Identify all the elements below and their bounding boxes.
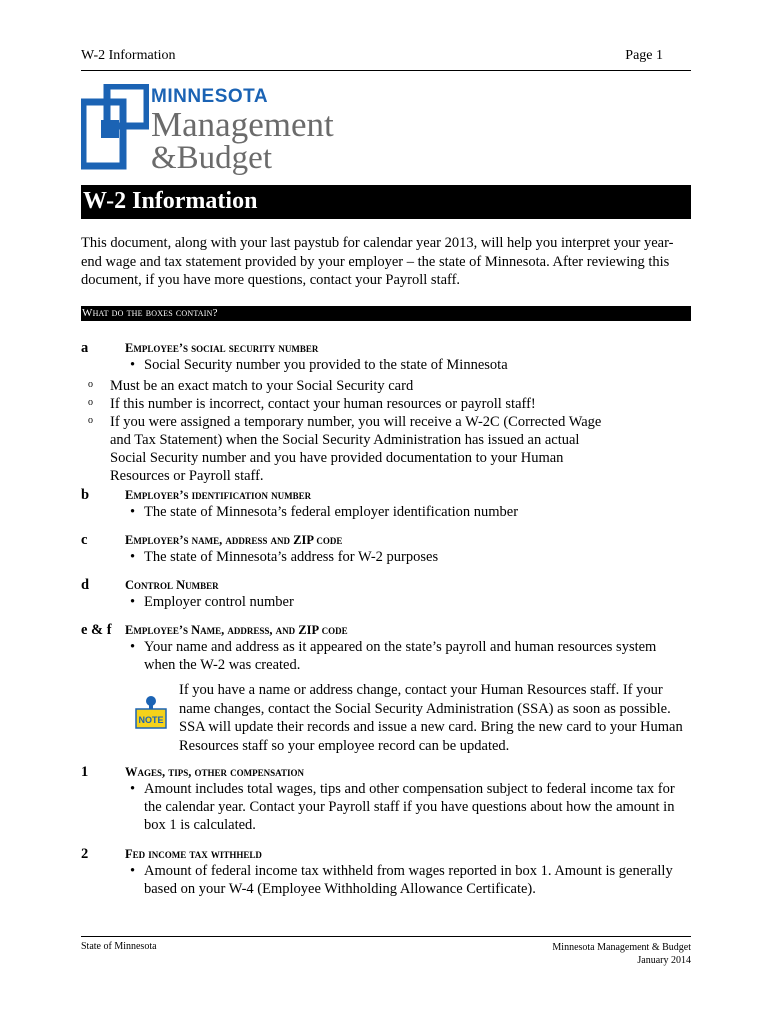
box-item-2: [81, 845, 691, 903]
section-heading-bar: [81, 306, 691, 321]
box-heading: Control Number: [125, 578, 219, 592]
box-heading: Employer’s identification number: [125, 488, 312, 502]
logo-line-management: Management: [151, 105, 334, 144]
note-icon-label: NOTE: [138, 715, 164, 725]
bullet-text: Amount of federal income tax withheld from wages reported in box 1. Amount is generally based on your W-4 (Employee Withholding Allowance Certificate).: [144, 863, 673, 897]
bullet-text: Your name and address as it appeared on the state’s payroll and human resources system when the W-2 was created.: [144, 639, 657, 673]
box-code: 1: [81, 764, 89, 780]
box-code: e & f: [81, 622, 112, 638]
sub-bullet-text: If this number is incorrect, contact your human resources or payroll staff!: [110, 396, 536, 412]
note-text: If you have a name or address change, contact your Human Resources staff. If your name changes, contact the Social Security Administration (SSA) as soon as possible. SSA will update their records and issue a new card. Bring the new card to your Human Resources staff so your employee record can be updated.: [179, 682, 683, 754]
sub-bullet-text: If you were assigned a temporary number, you will receive a W-2C (Corrected Wage and Tax Statement) when the Social Security Administration has issued an actual Social Security number and you have provided documentation to your Human Resources or Payroll staff.: [110, 414, 602, 484]
bullet-icon: •: [130, 357, 136, 373]
box-item-b: [81, 486, 691, 526]
bullet-text: Amount includes total wages, tips and other compensation subject to federal income tax for the calendar year. Contact your Payroll staff if you have questions about how the amount in box 1 is calculated.: [144, 781, 675, 833]
page-header: [81, 48, 691, 71]
logo-line-minnesota: MINNESOTA: [151, 86, 269, 107]
box-code: c: [81, 532, 88, 548]
box-heading: Employee’s social security number: [125, 341, 319, 355]
box-code: a: [81, 340, 89, 356]
page-footer: [81, 936, 691, 966]
box-heading: Employee’s Name, address, and ZIP code: [125, 623, 348, 637]
bullet-icon: •: [130, 504, 136, 520]
note-icon: [133, 694, 169, 730]
document-title-bar: [81, 185, 691, 219]
circle-bullet-icon: o: [88, 415, 93, 426]
box-code: 2: [81, 846, 89, 862]
box-heading: Employer’s name, address and ZIP code: [125, 533, 343, 547]
box-item-d: [81, 576, 691, 616]
logo-line-budget: &Budget: [151, 140, 272, 176]
logo-squares-icon: [81, 84, 149, 170]
header-title: W-2 Information: [81, 48, 176, 63]
bullet-icon: •: [130, 594, 136, 610]
footer-date: January 2014: [637, 955, 691, 966]
box-code: d: [81, 577, 90, 593]
intro-paragraph: This document, along with your last paystub for calendar year 2013, will help you interpret your year-end wage and tax statement provided by your employer – the state of Minnesota. After reviewing this document, if you have more questions, contact your Payroll staff.: [81, 235, 674, 288]
bullet-text: Social Security number you provided to the state of Minnesota: [144, 357, 508, 373]
box-heading: Wages, tips, other compensation: [125, 765, 304, 779]
document-title: W-2 Information: [83, 188, 258, 214]
bullet-icon: •: [130, 863, 136, 879]
bullet-icon: •: [130, 639, 136, 655]
mmb-logo: [81, 84, 334, 176]
footer-right: [552, 941, 691, 967]
box-item-1: [81, 763, 691, 839]
box-item-c: [81, 531, 691, 571]
bullet-icon: •: [130, 781, 136, 797]
footer-org: Minnesota Management & Budget: [552, 942, 691, 953]
bullet-text: The state of Minnesota’s federal employer identification number: [144, 504, 519, 520]
circle-bullet-icon: o: [88, 397, 93, 408]
box-heading: Fed income tax withheld: [125, 847, 262, 861]
box-code: b: [81, 487, 90, 503]
footer-left: State of Minnesota: [81, 941, 157, 952]
bullet-icon: •: [130, 549, 136, 565]
section-heading: What do the boxes contain?: [82, 307, 218, 319]
bullet-text: Employer control number: [144, 594, 294, 610]
sub-bullet-text: Must be an exact match to your Social Security card: [110, 378, 414, 394]
circle-bullet-icon: o: [88, 379, 93, 390]
header-page-number: Page 1: [625, 48, 663, 63]
bullet-text: The state of Minnesota’s address for W-2 purposes: [144, 549, 439, 565]
box-item-e-f: [81, 621, 691, 677]
